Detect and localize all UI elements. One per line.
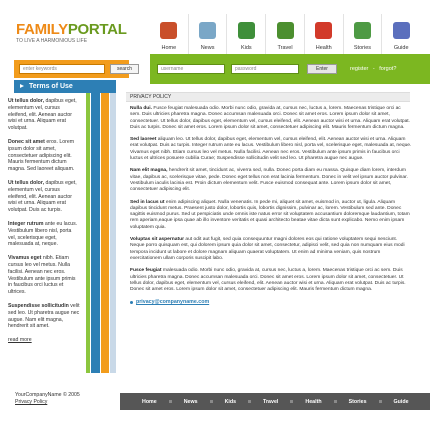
nav-item-news[interactable] — [188, 14, 227, 54]
sidebar-item — [8, 221, 80, 248]
sidebar-item-heading: Suspendisse sollicitudin — [8, 302, 69, 309]
paragraph-text: malesuada odio. Morbi nunc odio, gravida at, cursus nec, luctus a, lorem. Maecenas tristique orci ac sem. Duis ultricies pharetra magna. Donec accumsan malesuada orci. Donec sit amet eros. Lorem ipsum dolor sit amet, consectetuer. Ut tellus dolor, dapibus eget, elementum vel, cursus eleifend, elit. Aenean auctor wisi et urna. Aliquam erat volutpat. Duis ac turpis. Donec sit amet eros. Lorem ipsum dolor sit amet, consectetuer adipiscing elit. Mauris fermentum dictum magna. — [130, 268, 406, 293]
username-input[interactable]: username — [157, 64, 225, 74]
sidebar-item-text: velit sed leo. Ut pharetra augue nec augue. Nam elit magna, hendrerit sit amet. — [8, 302, 80, 330]
stories-icon — [354, 22, 371, 39]
news-icon — [199, 22, 216, 39]
sidebar-content — [8, 98, 80, 343]
paragraph-lead: Fusce feugiat — [130, 268, 162, 274]
nav-item-travel[interactable] — [265, 14, 304, 54]
footer-link-home[interactable]: Home — [142, 398, 157, 405]
footer-separator — [334, 400, 337, 403]
footer-link-health[interactable]: Health — [305, 398, 322, 405]
arrow-right-icon — [20, 84, 24, 88]
copyright-text: YourCompanyName © 2005 — [15, 392, 80, 398]
paragraph-lead: Nulla dui. — [130, 106, 153, 111]
health-icon — [315, 22, 332, 39]
content-paragraph — [130, 137, 412, 162]
paragraph-lead: Voluptas sit aspernatur — [130, 237, 184, 243]
nav-label: Travel — [277, 45, 293, 51]
footer-link-travel[interactable]: Travel — [263, 398, 279, 405]
site-logo[interactable] — [16, 22, 127, 44]
bullet-icon — [130, 301, 133, 304]
footer-link-news[interactable]: News — [183, 398, 198, 405]
nav-label: Health — [315, 45, 332, 51]
paragraph-text: enim adipiscing aliquet. Nulla venenatis. In pede mi, aliquet sit amet, euismod in, auctor ut, ligula. Aliquam dapibus tincidunt metus. Praesent justo dolor, lobortis quis, lobortis dignissim, pulvinar ac, lorem. Vestibulum sed ante. Donec sagittis euismod purus. Sed ut perspiciatis unde omnis iste natus error sit voluptatem accusantium doloremque laudantium, totam rem aperiam,eaque ipsa quae ab illo inventore veritatis et quasi architecto beatae vitae dicta sunt explicabo. Nemo enim ipsam voluptatem quia. — [130, 199, 410, 230]
email-text: privacy@companyname.com — [136, 299, 210, 306]
sidebar-header — [14, 80, 116, 93]
nav-label: Stories — [353, 45, 372, 51]
content-paragraph — [130, 268, 412, 293]
sidebar-item — [8, 139, 80, 173]
sidebar-stripe-blue — [91, 93, 100, 373]
sidebar-title: Terms of Use — [29, 83, 73, 90]
sidebar-item — [8, 255, 80, 296]
link-separator: - — [372, 66, 375, 72]
kids-icon — [238, 22, 255, 39]
paragraph-text: aliquam leo. Ut tellus dolor, dapibus eget, elementum vel, cursus eleifend, elit. Aenean auctor wisi et urna. Aliquam erat volutpat. Duis ac turpis. Integer rutrum ante eu lacus. Vestibulum libero nisl, porta vel, scelerisque eget, malesuada at, neque. Vivamus eget nibh. Etiam cursus leo vel metus. Nulla facilisi. Aenean nec eros. Vestibulum ante ipsum primis in faucibus orci luctus et ultrices posuere cubilia Curae; Suspendisse sollicitudin velit sed leo. Ut pharetra augue nec augue. — [130, 137, 412, 162]
guide-icon — [393, 22, 410, 39]
footer-navigation — [120, 393, 430, 410]
top-navigation — [150, 14, 420, 54]
sidebar-item-heading: Donec sit amet — [8, 138, 45, 145]
sidebar-item-text: dapibus eget, elementum vel, cursus eleifend, elit. Aenean auctor wisi et urna. Aliquam erat volutpat. — [8, 98, 77, 132]
register-link[interactable]: register — [350, 66, 369, 72]
nav-label: Home — [161, 45, 177, 51]
footer-link-stories[interactable]: Stories — [348, 398, 367, 405]
sidebar-item-heading: Ut tellus dolor, — [8, 179, 45, 186]
footer-link-kids[interactable]: Kids — [224, 398, 237, 405]
footer-separator — [210, 400, 213, 403]
footer-separator — [290, 400, 293, 403]
sidebar-item-heading: Ut tellus dolor, — [8, 98, 45, 104]
content-paragraph — [130, 237, 412, 262]
logo-tagline: TO LIVE A HARMONIOUS LIFE — [16, 38, 88, 44]
enter-button[interactable]: Enter — [307, 64, 337, 74]
paragraph-lead: Nam elit magna, — [130, 168, 168, 174]
paragraph-text: Fusce feugiat malesuada odio. Morbi nunc odio, gravida at, cursus nec, luctus a, lorem. Maecenas tristique orci ac sem. Duis ultricies pharetra magna. Donec accumsan malesuada orci. Donec sit amet eros. Lorem ipsum dolor sit amet, consectetuer. Ut tellus dolor, dapibus eget, elementum vel, cursus eleifend, elit. Aenean auctor wisi et urna. Aliquam erat volutpat. Duis ac turpis. Donec sit amet eros. Lorem ipsum dolor sit amet, consectetuer adipiscing elit. Mauris fermentum dictum magna. — [130, 106, 411, 130]
main-content — [130, 106, 412, 305]
sidebar-stripe-green — [86, 93, 90, 373]
sidebar-item-text: nibh. Etiam cursus leo vel metus. Nulla facilisi. Aenean nec eros. Vestibulum ante ipsum primis in faucibus orci luctus et ultrices. — [8, 255, 76, 296]
sidebar-item — [8, 180, 80, 214]
logo-part-family: FAMILY — [16, 21, 68, 38]
content-paragraph — [130, 168, 412, 193]
logo-part-portal: PORTAL — [67, 21, 127, 38]
forgot-link[interactable]: forgot? — [379, 66, 397, 72]
nav-item-stories[interactable] — [343, 14, 382, 54]
read-more-link[interactable]: read more — [8, 337, 32, 344]
paragraph-lead: Sed in lacus ut — [130, 199, 165, 205]
nav-item-health[interactable] — [304, 14, 343, 54]
travel-icon — [277, 22, 294, 39]
search-bar — [14, 60, 132, 78]
sidebar-item-text: ante eu lacus. Vestibulum libero nisl, porta vel, scelerisque eget, malesuada at, neque. — [8, 220, 78, 248]
search-button[interactable]: search — [110, 64, 139, 74]
footer-separator — [248, 400, 251, 403]
sidebar-item — [8, 98, 80, 132]
sidebar-item — [8, 303, 80, 330]
sidebar-stripe-lightblue — [110, 93, 116, 373]
logo-title — [16, 22, 127, 37]
nav-item-home[interactable] — [150, 14, 188, 54]
content-paragraph — [130, 106, 412, 131]
privacy-email-link[interactable] — [130, 299, 412, 305]
nav-label: Kids — [240, 45, 252, 51]
nav-item-guide[interactable] — [381, 14, 420, 54]
nav-item-kids[interactable] — [226, 14, 265, 54]
page-title: PRIVACY POLICY — [126, 92, 410, 102]
footer-link-guide[interactable]: Guide — [393, 398, 409, 405]
account-links — [350, 66, 396, 72]
login-bar-notch — [146, 54, 150, 84]
paragraph-text: hendrerit sit amet, tincidunt ac, viverra sed, nulla. Donec porta diam eu massa. Quisque diam lorem, interdum vitae, dapibus ac, scelerisque vitae, pede. Donec eget tellus non erat lacinia fermentum. Donec in velit vel ipsum auctor pulvinar. Vestibulum iaculis lacinia est. Proin dictum elementum velit. Fusce euismod consequat ante. Lorem ipsum dolor sit amet, consectetuer adipiscing elit. — [130, 168, 408, 193]
footer-info — [15, 392, 80, 406]
home-icon — [160, 22, 177, 39]
privacy-policy-link[interactable]: Privacy Policy — [15, 399, 48, 405]
paragraph-text: aut odit aut fugit, sed quia consequuntur magni dolores eos qui ratione voluptatem sequi nesciunt. Neque porro quisquam est, qui dolorem ipsum quia dolor sit amet, consectetur, adipisci velit, sed quia non numquam eius modi tempora incidunt ut labore et dolore magnam aliquam quaerat voluptatem. Ut enim ad minima veniam, quis nostrum exercitationem ullam corporis suscipit labo. — [130, 237, 405, 261]
search-input[interactable]: enter keywords — [19, 64, 105, 74]
content-paragraph — [130, 200, 412, 231]
paragraph-lead: Sed laoreet — [130, 137, 157, 143]
password-input[interactable]: password — [231, 64, 299, 74]
footer-separator — [169, 400, 172, 403]
sidebar-stripe-orange — [101, 93, 109, 373]
sidebar-item-text: eros. Lorem ipsum dolor sit amet, consectetuer adipiscing elit. Mauris fermentum dictum magna. Sed laoreet aliquam. — [8, 138, 75, 173]
sidebar-item-heading: Vivamus eget — [8, 255, 42, 262]
footer-separator — [379, 400, 382, 403]
sidebar-item-text: dapibus eget, elementum vel, cursus eleifend, elit. Aenean auctor wisi et urna. Aliquam erat volutpat. Duis ac turpis. — [8, 179, 77, 214]
sidebar-item-heading: Integer rutrum — [8, 220, 44, 227]
nav-label: Guide — [393, 45, 409, 51]
nav-label: News — [200, 45, 215, 51]
